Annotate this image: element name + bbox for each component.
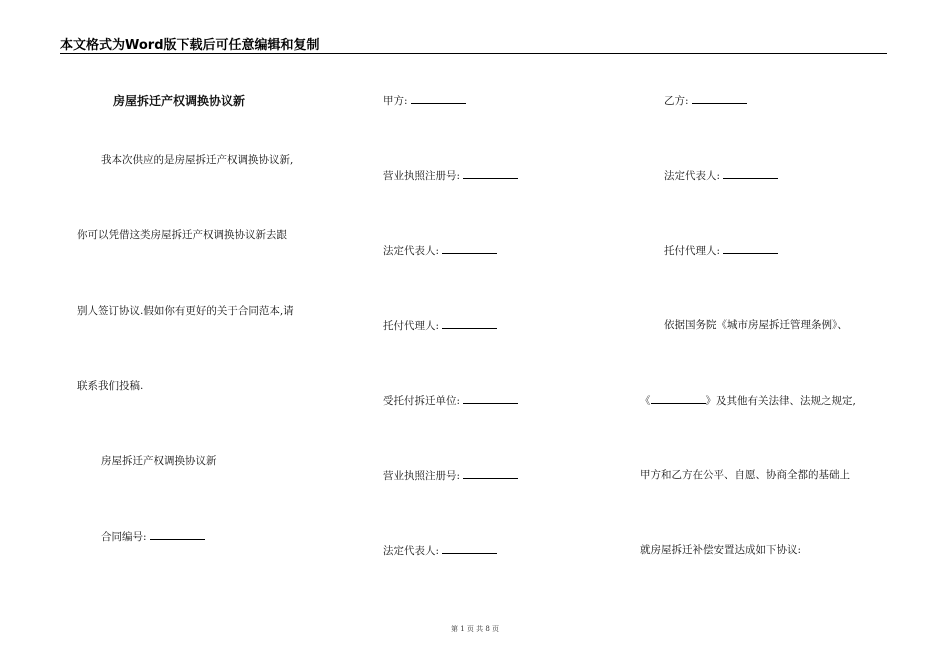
biz-license-field-1 bbox=[383, 168, 518, 183]
basis-line-2-text: 》及其他有关法律、法规之规定, bbox=[705, 395, 856, 407]
basis-line-2 bbox=[640, 393, 856, 408]
basis-line-4: 就房屋拆迁补偿安置达成如下协议: bbox=[640, 544, 802, 556]
document-header: 本文格式为Word版下载后可任意编辑和复制 bbox=[60, 38, 320, 53]
biz-license-blank-1 bbox=[463, 168, 518, 179]
contract-number-blank bbox=[150, 529, 205, 540]
legal-rep-field-b bbox=[664, 168, 778, 183]
subtitle: 房屋拆迁产权调换协议新 bbox=[101, 455, 217, 467]
agent-field-b bbox=[664, 243, 778, 258]
intro-line-4: 联系我们投稿. bbox=[77, 380, 144, 392]
agent-blank-b bbox=[723, 243, 778, 254]
legal-rep-blank-b bbox=[723, 168, 778, 179]
biz-license-label-2: 营业执照注册号: bbox=[383, 470, 461, 482]
party-b-field bbox=[664, 93, 747, 108]
legal-rep-field-1 bbox=[383, 243, 497, 258]
basis-line-3: 甲方和乙方在公平、自愿、协商全都的基础上 bbox=[640, 469, 850, 481]
legal-rep-field-2 bbox=[383, 543, 497, 558]
regulation-name-blank bbox=[651, 393, 706, 404]
legal-rep-label-1: 法定代表人: bbox=[383, 245, 440, 257]
intro-line-2: 你可以凭借这类房屋拆迁产权调换协议新去跟 bbox=[77, 229, 287, 241]
agent-field-1 bbox=[383, 318, 497, 333]
agent-label-1: 托付代理人: bbox=[383, 320, 440, 332]
page-number: 第 1 页 共 8 页 bbox=[450, 625, 500, 633]
header-divider bbox=[60, 53, 887, 54]
document-title: 房屋拆迁产权调换协议新 bbox=[113, 94, 246, 108]
commissioned-unit-field bbox=[383, 393, 518, 408]
commissioned-unit-label: 受托付拆迁单位: bbox=[383, 395, 461, 407]
party-a-label: 甲方: bbox=[383, 95, 408, 107]
legal-rep-label-b: 法定代表人: bbox=[664, 170, 721, 182]
party-b-label: 乙方: bbox=[664, 95, 689, 107]
biz-license-field-2 bbox=[383, 468, 518, 483]
agent-blank-1 bbox=[442, 318, 497, 329]
intro-line-3: 别人签订协议.假如你有更好的关于合同范本,请 bbox=[77, 305, 294, 317]
contract-number-label: 合同编号: bbox=[101, 531, 147, 543]
biz-license-label-1: 营业执照注册号: bbox=[383, 170, 461, 182]
intro-line-1: 我本次供应的是房屋拆迁产权调换协议新, bbox=[101, 154, 294, 166]
legal-rep-blank-2 bbox=[442, 543, 497, 554]
legal-rep-label-2: 法定代表人: bbox=[383, 545, 440, 557]
legal-rep-blank-1 bbox=[442, 243, 497, 254]
biz-license-blank-2 bbox=[463, 468, 518, 479]
party-a-field bbox=[383, 93, 466, 108]
commissioned-unit-blank bbox=[463, 393, 518, 404]
party-b-blank bbox=[692, 93, 747, 104]
agent-label-b: 托付代理人: bbox=[664, 245, 721, 257]
contract-number-field bbox=[101, 529, 205, 544]
party-a-blank bbox=[411, 93, 466, 104]
basis-open-quote: 《 bbox=[640, 395, 651, 407]
basis-line-1: 依据国务院《城市房屋拆迁管理条例》、 bbox=[664, 319, 848, 331]
